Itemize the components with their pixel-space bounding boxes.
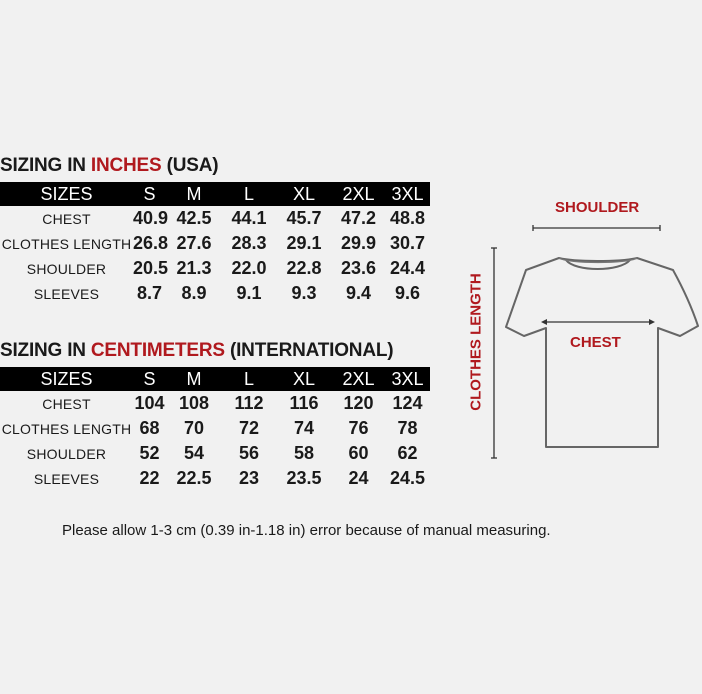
measurement-note: Please allow 1-3 cm (0.39 in-1.18 in) error because of manual measuring. — [62, 522, 551, 539]
size-value: 62 — [397, 443, 418, 463]
header-size: M — [166, 367, 222, 391]
size-value: 23.5 — [286, 468, 322, 488]
size-value: 28.3 — [231, 233, 267, 253]
size-value: 40.9 — [133, 208, 169, 228]
centimeters-title-prefix: SIZING IN — [0, 340, 91, 361]
header-size: 2XL — [332, 367, 385, 391]
length-measure-line — [491, 248, 497, 458]
size-value: 8.9 — [181, 283, 207, 303]
header-size: 3XL — [385, 367, 430, 391]
size-value: 24.5 — [389, 468, 426, 488]
size-value: 60 — [348, 443, 369, 463]
size-value: 29.1 — [286, 233, 322, 253]
header-sizes: SIZES — [0, 182, 133, 206]
centimeters-title-suffix: (INTERNATIONAL) — [224, 340, 394, 361]
size-value: 9.4 — [345, 283, 372, 303]
size-value: 29.9 — [340, 233, 377, 253]
chest-label: CHEST — [570, 334, 621, 351]
row-label: SHOULDER — [26, 260, 107, 277]
centimeters-title-accent: CENTIMETERS — [90, 340, 225, 361]
header-size: XL — [276, 367, 332, 391]
row-label: SLEEVES — [33, 285, 100, 302]
size-value: 20.5 — [133, 258, 169, 278]
size-value: 54 — [183, 443, 205, 463]
header-size: M — [166, 182, 222, 206]
size-value: 26.8 — [133, 233, 169, 253]
row-label: CHEST — [42, 395, 91, 412]
header-size: S — [133, 182, 166, 206]
size-value: 74 — [293, 418, 315, 438]
size-value: 9.1 — [236, 283, 262, 303]
size-value: 124 — [392, 393, 423, 413]
size-value: 120 — [343, 393, 374, 413]
size-value: 9.3 — [291, 283, 317, 303]
header-sizes: SIZES — [0, 367, 133, 391]
size-value: 47.2 — [340, 208, 377, 228]
size-value: 44.1 — [231, 208, 267, 228]
row-label: SLEEVES — [33, 470, 100, 487]
row-label: CHEST — [42, 210, 91, 227]
header-size: 3XL — [385, 182, 430, 206]
size-value: 21.3 — [176, 258, 212, 278]
size-value: 22.5 — [176, 468, 212, 488]
shoulder-measure-line — [533, 225, 660, 231]
inches-title-suffix: (USA) — [161, 155, 219, 176]
size-value: 8.7 — [136, 283, 163, 303]
size-value: 24.4 — [389, 258, 426, 278]
size-value: 48.8 — [389, 208, 426, 228]
size-value: 9.6 — [394, 283, 421, 303]
size-value: 68 — [139, 418, 160, 438]
header-size: 2XL — [332, 182, 385, 206]
size-value: 108 — [178, 393, 210, 413]
row-label: CLOTHES LENGTH — [1, 420, 132, 437]
tshirt-icon — [506, 258, 698, 447]
size-value: 104 — [134, 393, 165, 413]
size-value: 56 — [238, 443, 260, 463]
size-value: 52 — [139, 443, 160, 463]
size-value: 22 — [139, 468, 160, 488]
row-label: SHOULDER — [26, 445, 107, 462]
size-value: 116 — [289, 393, 319, 413]
size-value: 27.6 — [176, 233, 212, 253]
size-value: 78 — [397, 418, 418, 438]
inches-title-prefix: SIZING IN — [0, 155, 91, 176]
size-value: 45.7 — [286, 208, 322, 228]
header-size: L — [222, 367, 276, 391]
size-value: 22.0 — [231, 258, 267, 278]
size-value: 30.7 — [389, 233, 426, 253]
row-label: CLOTHES LENGTH — [1, 235, 132, 252]
shoulder-label: SHOULDER — [555, 199, 640, 216]
size-value: 22.8 — [286, 258, 322, 278]
size-value: 24 — [348, 468, 369, 488]
size-value: 76 — [348, 418, 369, 438]
size-value: 42.5 — [176, 208, 212, 228]
size-value: 23.6 — [340, 258, 377, 278]
size-value: 23 — [238, 468, 260, 488]
header-size: S — [133, 367, 166, 391]
inches-title-accent: INCHES — [90, 155, 162, 176]
header-size: XL — [276, 182, 332, 206]
size-value: 72 — [238, 418, 260, 438]
size-value: 70 — [183, 418, 205, 438]
clothes-length-label: CLOTHES LENGTH — [467, 273, 485, 411]
size-value: 58 — [293, 443, 315, 463]
size-value: 112 — [234, 393, 264, 413]
header-size: L — [222, 182, 276, 206]
